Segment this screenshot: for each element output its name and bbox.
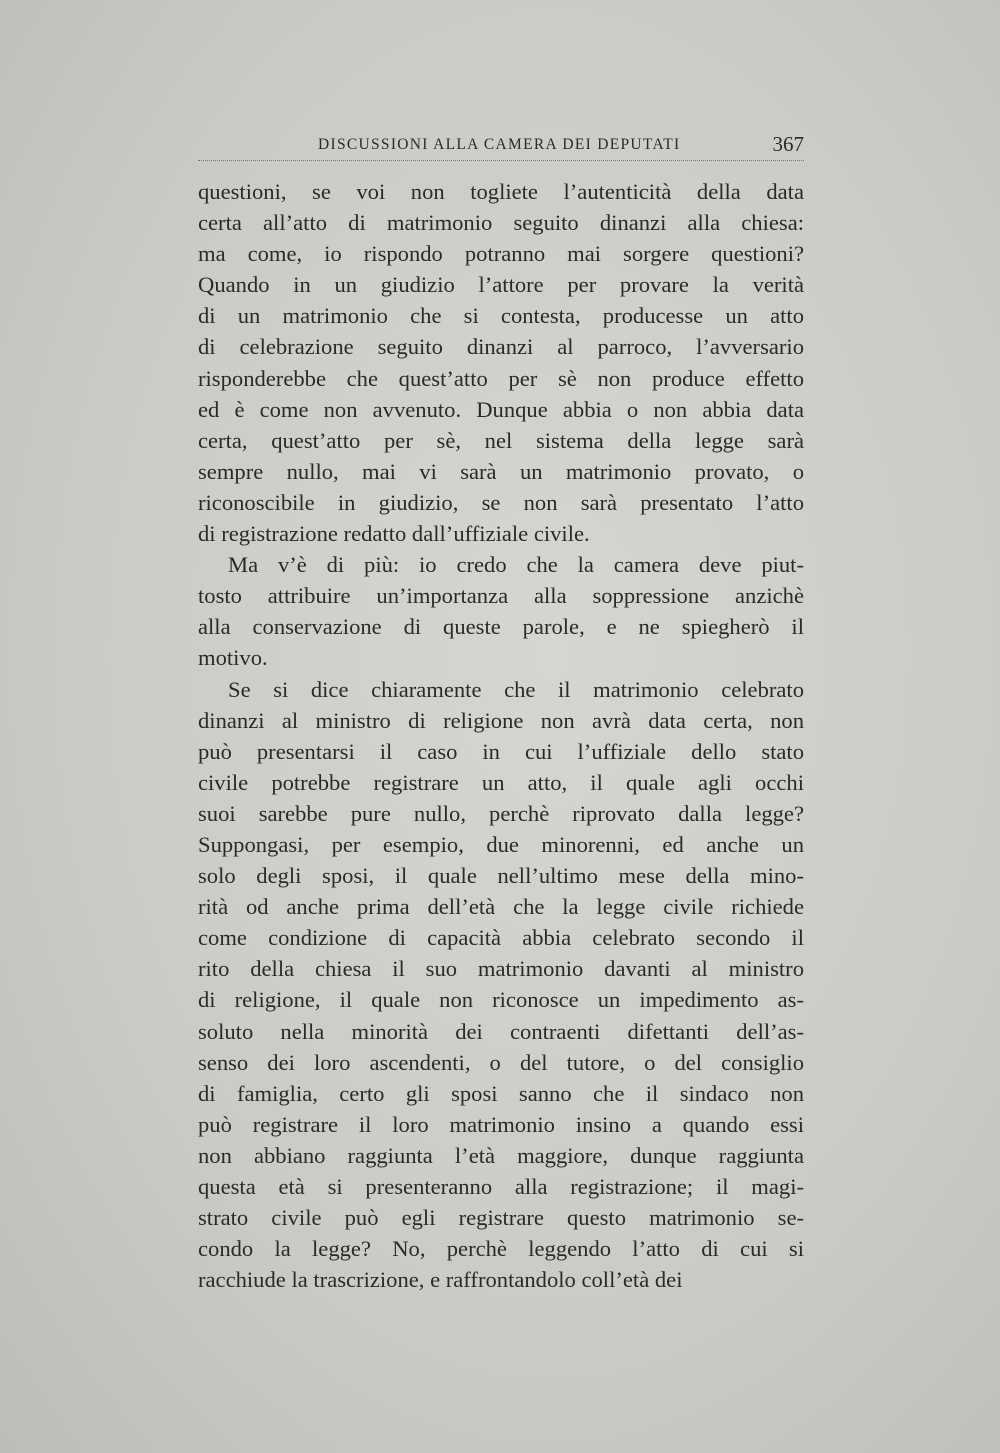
text-line: racchiude la trascrizione, e raffrontandolo coll’età dei (198, 1267, 683, 1293)
paragraph (198, 549, 804, 673)
paragraph (198, 674, 804, 1296)
text-line: non abbiano raggiunta l’età maggiore, dunque raggiunta (198, 1142, 804, 1168)
text-line: ma come, io rispondo potranno mai sorgere questioni? (198, 241, 804, 267)
text-line: Ma v’è di più: io credo che la camera deve piut- (228, 552, 804, 578)
text-line: rito della chiesa il suo matrimonio davanti al ministro (198, 956, 804, 982)
text-line: Se si dice chiaramente che il matrimonio celebrato (228, 676, 804, 702)
text-line: può presentarsi il caso in cui l’uffiziale dello stato (198, 738, 804, 764)
text-line: può registrare il loro matrimonio insino a quando essi (198, 1111, 804, 1137)
text-line: di religione, il quale non riconosce un impedimento as- (198, 987, 804, 1013)
text-line: Suppongasi, per esempio, due minorenni, ed anche un (198, 831, 804, 857)
text-line: sempre nullo, mai vi sarà un matrimonio provato, o (198, 458, 804, 484)
running-head: DISCUSSIONI ALLA CAMERA DEI DEPUTATI (318, 136, 681, 153)
text-line: riconoscibile in giudizio, se non sarà presentato l’atto (198, 489, 804, 515)
text-line: risponderebbe che quest’atto per sè non produce effetto (198, 365, 804, 391)
header-rule (198, 160, 804, 161)
text-line: condo la legge? No, perchè leggendo l’atto di cui si (198, 1236, 804, 1262)
text-line: questioni, se voi non togliete l’autenticità della data (198, 179, 804, 204)
text-line: certa all’atto di matrimonio seguito dinanzi alla chiesa: (198, 210, 804, 236)
text-line: strato civile può egli registrare questo matrimonio se- (198, 1205, 804, 1231)
text-line: tosto attribuire un’importanza alla soppressione anzichè (198, 583, 804, 609)
text-line: rità od anche prima dell’età che la legge civile richiede (198, 894, 804, 920)
text-line: dinanzi al ministro di religione non avrà data certa, non (198, 707, 804, 733)
text-line: solo degli sposi, il quale nell’ultimo mese della mino- (198, 863, 804, 889)
paragraph (198, 176, 804, 549)
text-line: alla conservazione di queste parole, e ne spiegherò il (198, 614, 804, 640)
text-line: civile potrebbe registrare un atto, il quale agli occhi (198, 769, 804, 795)
text-line: certa, quest’atto per sè, nel sistema della legge sarà (198, 427, 804, 453)
page-number: 367 (772, 132, 804, 156)
text-line: di celebrazione seguito dinanzi al parroco, l’avversario (198, 334, 804, 360)
page-header (198, 132, 804, 160)
text-line: di famiglia, certo gli sposi sanno che il sindaco non (198, 1080, 804, 1106)
text-line: come condizione di capacità abbia celebrato secondo il (198, 925, 804, 951)
body-text (198, 176, 804, 1295)
text-line: suoi sarebbe pure nullo, perchè riprovato dalla legge? (198, 800, 804, 826)
text-line: di un matrimonio che si contesta, producesse un atto (198, 303, 804, 329)
text-line: soluto nella minorità dei contraenti difettanti dell’as- (198, 1018, 804, 1044)
text-line: Quando in un giudizio l’attore per provare la verità (198, 272, 804, 298)
text-line: senso dei loro ascendenti, o del tutore, o del consiglio (198, 1049, 804, 1075)
text-line: motivo. (198, 645, 268, 671)
text-line: questa età si presenteranno alla registrazione; il magi- (198, 1174, 804, 1199)
text-line: ed è come non avvenuto. Dunque abbia o non abbia data (198, 396, 804, 422)
text-line: di registrazione redatto dall’uffiziale civile. (198, 521, 590, 547)
